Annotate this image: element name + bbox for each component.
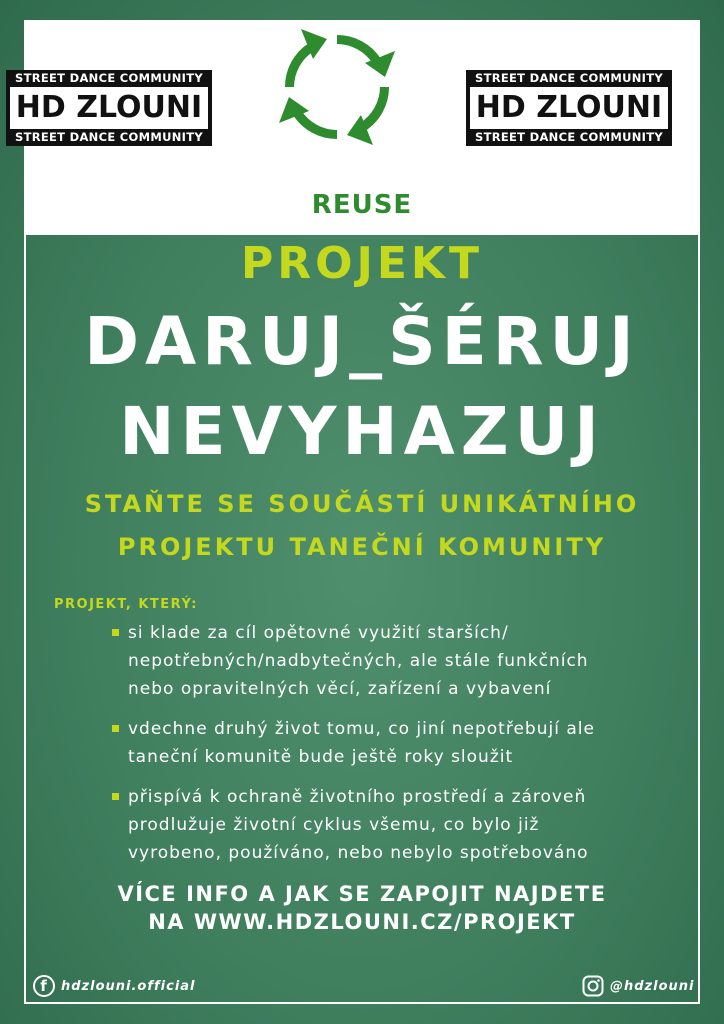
instagram-handle: @hdzlouni [610,978,695,994]
logo-name: HD ZLOUNI [6,87,212,129]
subtitle-line-1: STAŇTE SE SOUČÁSTÍ UNIKÁTNÍHO [84,490,640,518]
facebook-icon: f [33,975,55,997]
cta-line-2[interactable]: NA WWW.HDZLOUNI.CZ/PROJEKT [148,910,576,934]
title-line-1: DARUJ_ŠÉRUJ [84,303,640,380]
logo-band-bottom: STREET DANCE COMMUNITY [466,129,672,146]
feature-list [112,619,672,879]
project-kicker: PROJEKT [240,238,484,289]
title-line-2: NEVYHAZUJ [119,393,605,470]
recycle-icon [257,7,417,167]
cta-line-1: VÍCE INFO A JAK SE ZAPOJIT NAJDETE [117,882,607,906]
facebook-link[interactable] [33,972,196,1000]
subtitle-line-2: PROJEKTU TANEČNÍ KOMUNITY [117,533,607,561]
facebook-handle: hdzlouni.official [61,978,196,994]
logo-band-bottom: STREET DANCE COMMUNITY [6,129,212,146]
instagram-icon [582,975,604,997]
logo-band-top: STREET DANCE COMMUNITY [466,70,672,87]
logo-band-top: STREET DANCE COMMUNITY [6,70,212,87]
instagram-link[interactable] [582,972,694,1000]
list-item: přispívá k ochraně životního prostředí a zároveň prodlužuje životní cyklus všemu, co bylo již vyrobeno, používáno, nebo nebylo spotřebováno [112,783,672,867]
logo-left [6,70,212,170]
logo-name: HD ZLOUNI [466,87,672,129]
list-heading: PROJEKT, KTERÝ: [54,597,198,612]
logo-right [466,70,672,170]
reuse-label: REUSE [311,190,413,220]
list-item: si klade za cíl opětovné využití starších/ nepotřebných/nadbytečných, ale stále funkčních nebo opravitelných věcí, zařízení a vybavení [112,619,672,703]
list-item: vdechne druhý život tomu, co jiní nepotřebují ale taneční komunitě bude ještě roky sloužit [112,715,672,771]
